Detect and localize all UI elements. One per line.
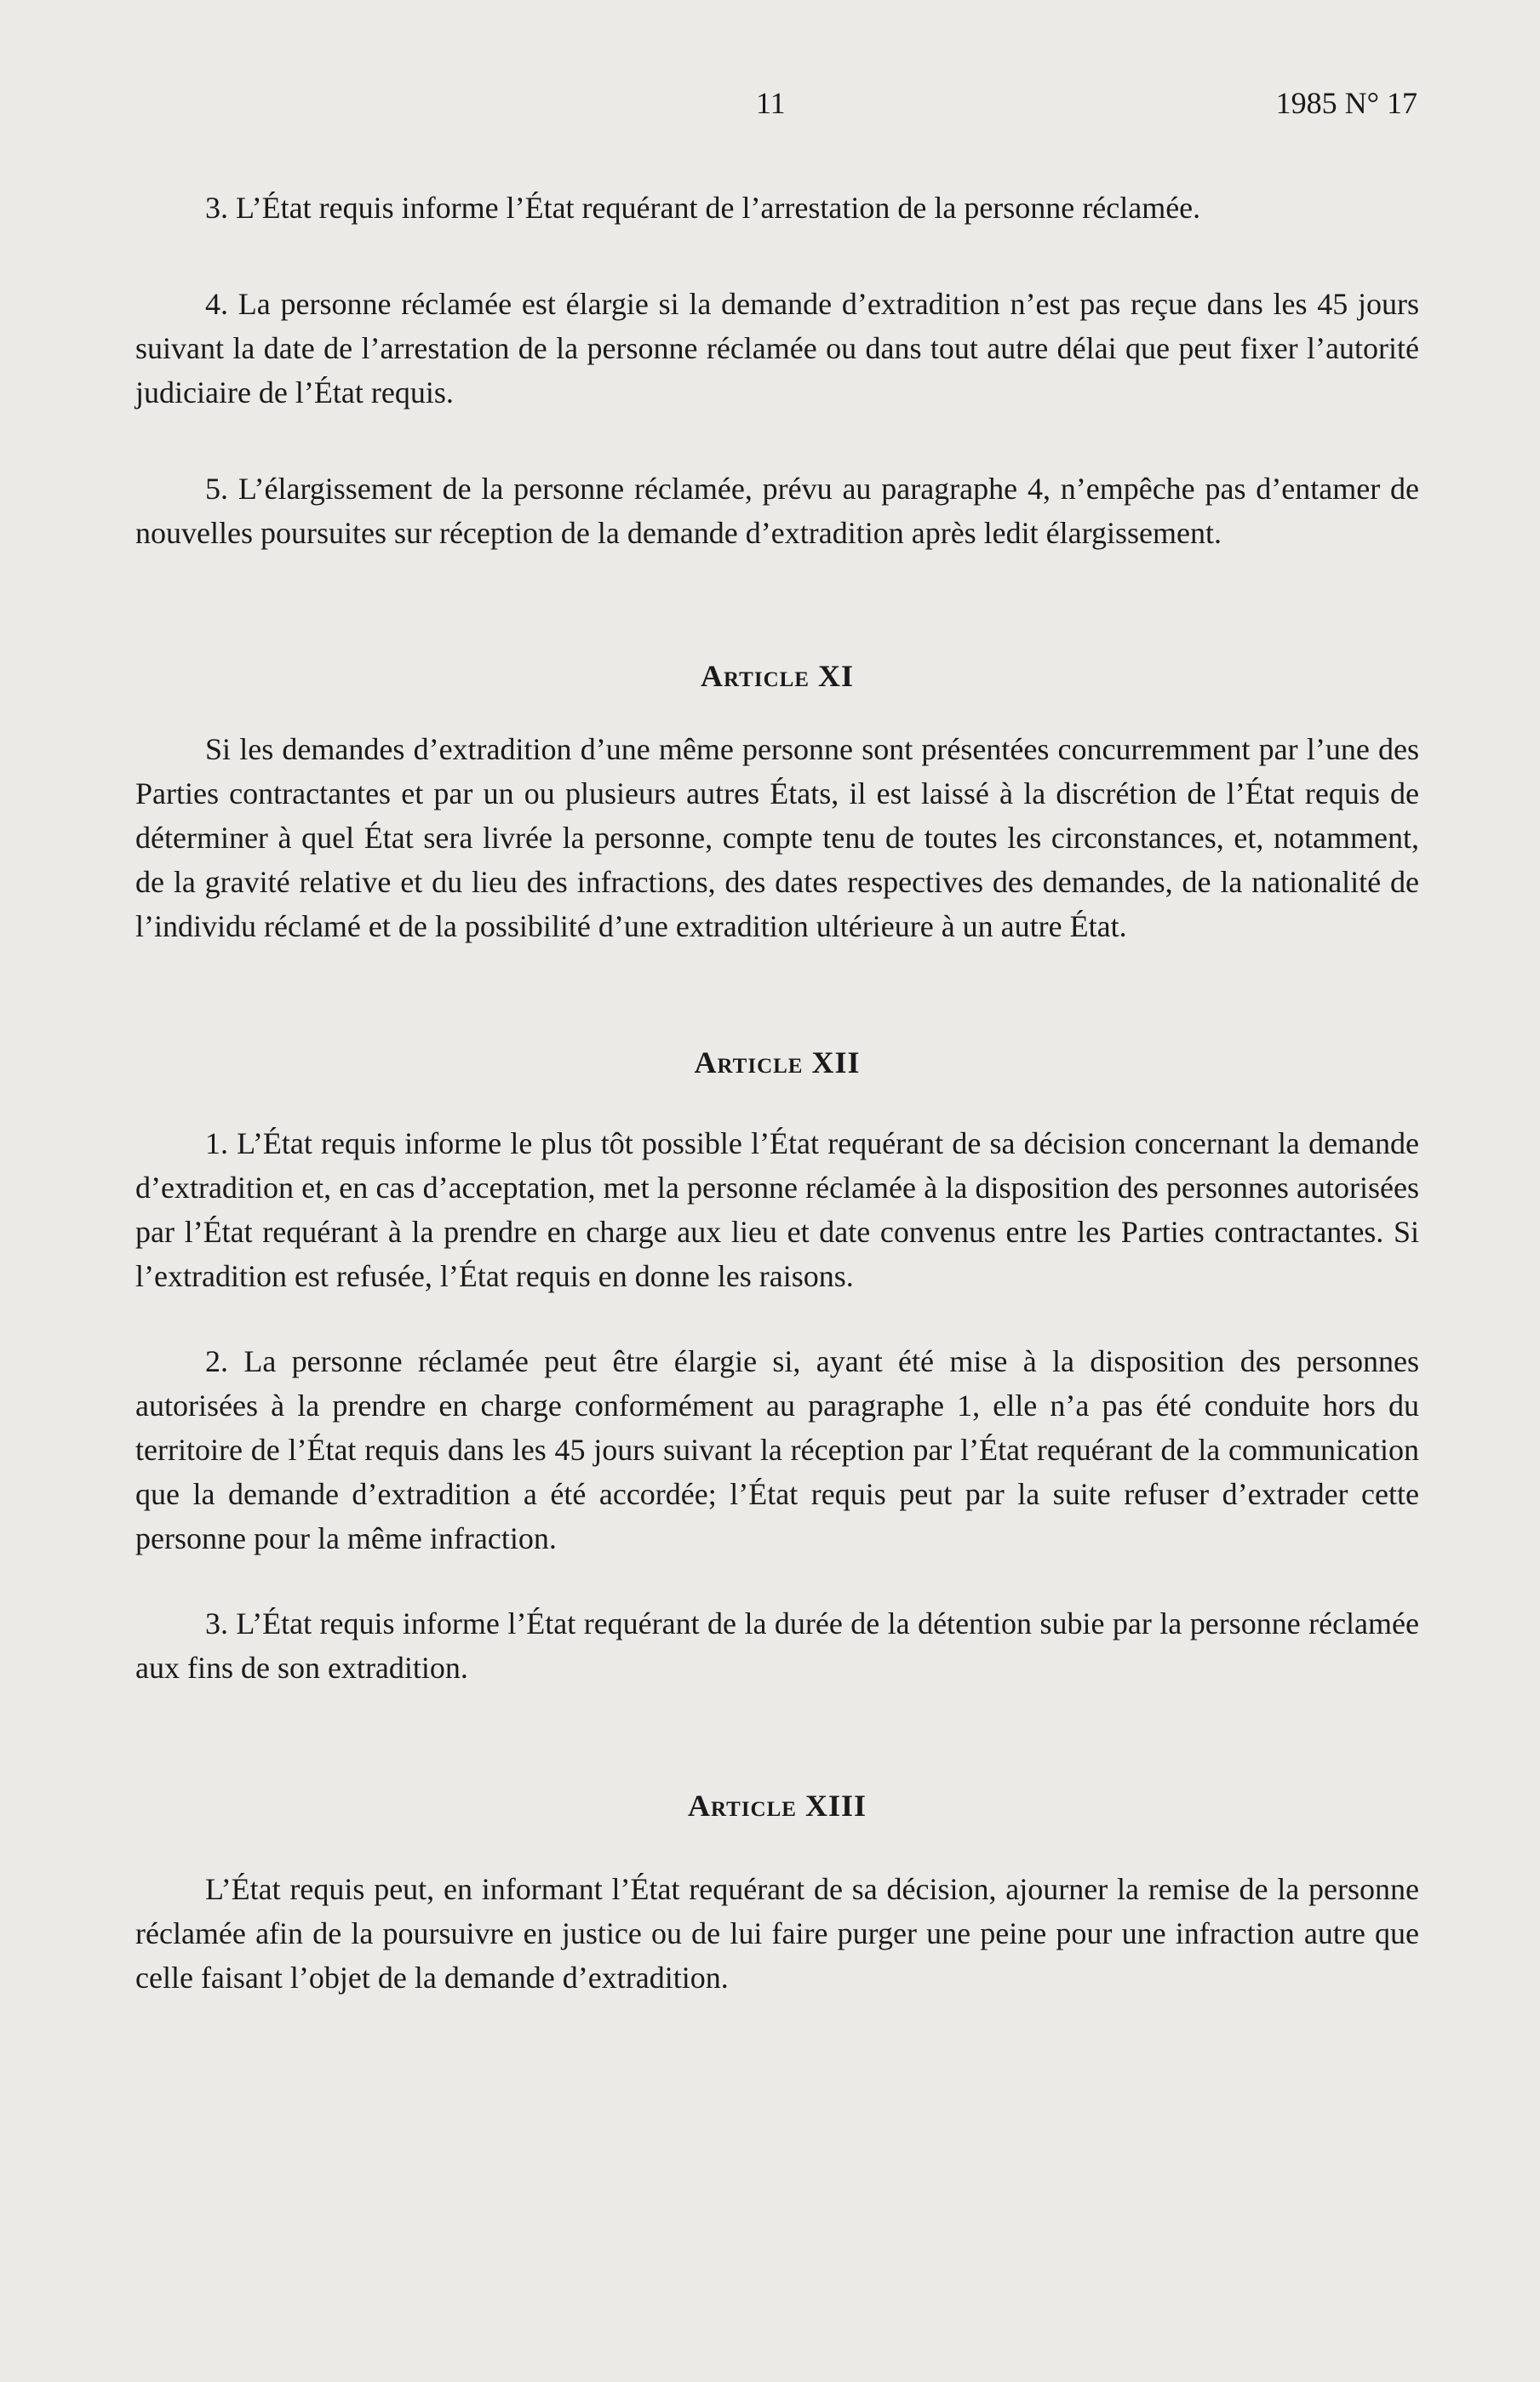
page-header (0, 85, 1540, 128)
paragraph-3-arrest-notice: 3. L’État requis informe l’État requérant de l’arrestation de la personne réclamée. (205, 191, 1201, 225)
article-xii-paragraph-1: 1. L’État requis informe le plus tôt possible l’État requérant de sa décision concernant la demande d’extradition et, en cas d’acceptation, met la personne réclamée à la disposition des personnes autorisées par l’État requérant à la prendre en charge aux lieu et date convenus entre les Parties contractantes. Si l’extradition est refusée, l’État requis en donne les raisons. (135, 1126, 1419, 1293)
paragraph-5-new-proceedings: 5. L’élargissement de la personne réclamée, prévu au paragraphe 4, n’empêche pas d’entamer de nouvelles poursuites sur réception de la demande d’extradition après ledit élargissement. (135, 472, 1419, 550)
article-xi-heading: Article XI (701, 659, 854, 693)
document-body (135, 186, 1419, 2000)
paragraph-4-release: 4. La personne réclamée est élargie si la demande d’extradition n’est pas reçue dans les 45 jours suivant la date de l’arrestation de la personne réclamée ou dans tout autre délai que peut fixer l’autorité judiciaire de l’État requis. (135, 287, 1419, 409)
article-xiii-heading: Article XIII (687, 1789, 867, 1823)
article-xii-paragraph-3: 3. L’État requis informe l’État requérant de la durée de la détention subie par la personne réclamée aux fins de son extradition. (135, 1606, 1419, 1685)
page-number: 11 (756, 86, 786, 120)
article-xi-paragraph: Si les demandes d’extradition d’une même personne sont présentées concurremment par l’une des Parties contractantes et par un ou plusieurs autres États, il est laissé à la discrétion de l’État requis de déterminer à quel État sera livrée la personne, compte tenu de toutes les circonstances, et, notamment, de la gravité relative et du lieu des infractions, des dates respectives des demandes, de la nationalité de l’individu réclamé et de la possibilité d’une extradition ultérieure à un autre État. (135, 732, 1419, 943)
article-xii-heading: Article XII (694, 1045, 861, 1079)
document-reference: 1985 N° 17 (1275, 86, 1417, 120)
article-xii-paragraph-2: 2. La personne réclamée peut être élargie si, ayant été mise à la disposition des personnes autorisées à la prendre en charge conformément au paragraphe 1, elle n’a pas été conduite hors du territoire de l’État requis dans les 45 jours suivant la réception par l’État requérant de la communication que la demande d’extradition a été accordée; l’État requis peut par la suite refuser d’extrader cette personne pour la même infraction. (135, 1344, 1419, 1555)
article-xiii-paragraph: L’État requis peut, en informant l’État requérant de sa décision, ajourner la remise de la personne réclamée afin de la poursuivre en justice ou de lui faire purger une peine pour une infraction autre que celle faisant l’objet de la demande d’extradition. (135, 1872, 1419, 1995)
